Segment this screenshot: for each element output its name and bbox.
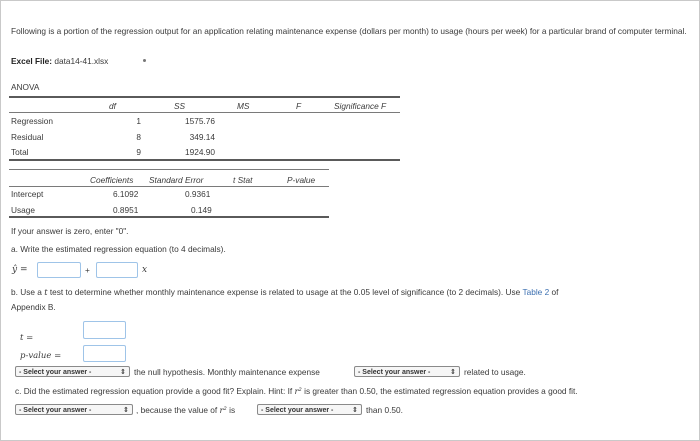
coef-row-coefficient: 6.1092 [113, 189, 139, 199]
excel-file [11, 56, 108, 66]
select-arrows-icon: ⇕ [450, 369, 456, 376]
anova-row-name: Total [11, 147, 29, 157]
anova-header-sigf: Significance F [334, 101, 387, 111]
yhat-label: ŷ = [12, 265, 28, 275]
coef-bottom-rule [9, 216, 329, 218]
part-b-appendix: Appendix B. [11, 302, 56, 312]
null-hypothesis-select[interactable] [15, 366, 130, 377]
part-b-t: t [44, 287, 48, 297]
part-c-r2: r² [294, 386, 302, 396]
part-c-text-post: is greater than 0.50, the estimated regression equation provides a good fit. [301, 386, 578, 396]
part-c-end: than 0.50. [366, 405, 403, 415]
t-stat-input[interactable] [83, 321, 126, 339]
part-b-text-pre: b. Use a [11, 287, 45, 297]
related-select-value: - Select your answer - [358, 369, 431, 376]
anova-row-ss: 1575.76 [185, 116, 215, 126]
anova-bottom-rule [9, 159, 400, 161]
anova-header-df: df [109, 101, 116, 111]
comparison-select[interactable] [257, 404, 362, 415]
coef-row-name: Intercept [11, 189, 44, 199]
related-select[interactable] [354, 366, 460, 377]
anova-row-ss: 1924.90 [185, 147, 215, 157]
anova-row-df: 9 [136, 147, 141, 157]
anova-top-rule [9, 96, 400, 98]
coef-row-standard-error: 0.149 [191, 205, 212, 215]
excel-file-label: Excel File: [11, 56, 53, 66]
b-sentence-mid: the null hypothesis. Monthly maintenance expense [134, 367, 320, 377]
good-fit-select[interactable] [15, 404, 133, 415]
anova-row-name: Regression [11, 116, 53, 126]
b-sentence-end: related to usage. [464, 367, 526, 377]
comparison-select-value: - Select your answer - [261, 407, 334, 414]
x-variable: x [142, 265, 148, 275]
coef-header-rule [9, 186, 329, 187]
part-c-r2b: r² [219, 405, 227, 415]
part-b-text-post: of [549, 287, 559, 297]
plus-sign: + [85, 265, 90, 275]
coef-header-coefficients: Coefficients [90, 175, 134, 185]
part-c-because-text: , because the value of [136, 405, 220, 415]
part-c-prompt [15, 386, 578, 396]
anova-row-name: Residual [11, 132, 44, 142]
part-c-because [136, 405, 235, 415]
coef-header-standard-error: Standard Error [149, 175, 204, 185]
t-label: t = [20, 333, 34, 343]
table-2-link[interactable]: Table 2 [522, 287, 550, 297]
coef-row-standard-error: 0.9361 [185, 189, 211, 199]
anova-row-df: 8 [136, 132, 141, 142]
intro-text: Following is a portion of the regression output for an application relating maintenance expense (dollars per month) to usage (hours per week) for a particular brand of computer terminal. [11, 26, 687, 36]
anova-row-df: 1 [136, 116, 141, 126]
intercept-input[interactable] [37, 262, 81, 278]
slope-input[interactable] [96, 262, 138, 278]
anova-row-ss: 349.14 [189, 132, 215, 142]
anova-header-rule [9, 112, 400, 113]
p-value-input[interactable] [83, 345, 126, 362]
zero-instructions: If your answer is zero, enter "0". [11, 226, 129, 236]
anova-label: ANOVA [11, 82, 40, 92]
part-b-text-mid: test to determine whether monthly maintenance expense is related to usage at the 0.05 level of significance (to 2 decimals). Use [47, 287, 523, 297]
coef-header-p-value: P-value [287, 175, 316, 185]
anova-header-ms: MS [237, 101, 250, 111]
excel-file-name[interactable]: data14-41.xlsx [54, 56, 109, 66]
null-hypothesis-select-value: - Select your answer - [19, 369, 92, 376]
p-value-label: p-value = [20, 351, 62, 361]
select-arrows-icon: ⇕ [120, 369, 126, 376]
part-b-prompt [11, 287, 558, 297]
part-c-text-pre: c. Did the estimated regression equation provide a good fit? Explain. Hint: If [15, 386, 295, 396]
anova-header-f: F [296, 101, 302, 111]
select-arrows-icon: ⇕ [352, 407, 358, 414]
bullet-dot [143, 59, 146, 62]
part-c-is: is [226, 405, 236, 415]
part-a-prompt: a. Write the estimated regression equation (to 4 decimals). [11, 244, 226, 254]
anova-header-ss: SS [174, 101, 186, 111]
coef-row-name: Usage [11, 205, 35, 215]
coef-header-t-stat: t Stat [233, 175, 253, 185]
good-fit-select-value: - Select your answer - [19, 407, 92, 414]
coef-row-coefficient: 0.8951 [113, 205, 139, 215]
select-arrows-icon: ⇕ [123, 407, 129, 414]
coef-top-rule [9, 169, 329, 170]
